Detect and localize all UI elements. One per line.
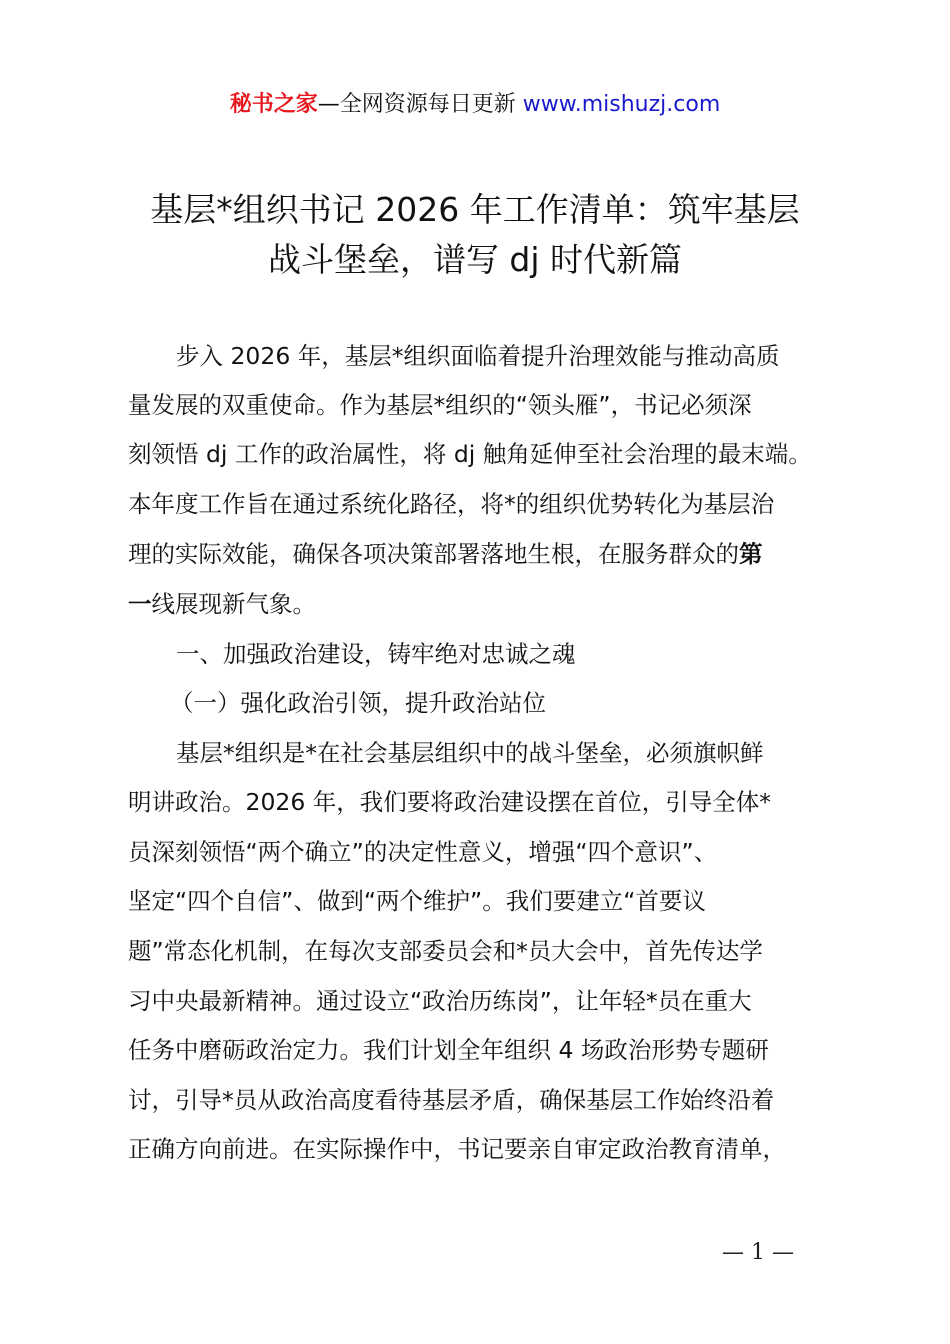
document-title-line-1: 基层*组织书记 2026 年工作清单：筑牢基层 (150, 190, 800, 229)
paragraph-line: 坚定“四个自信”、做到“两个维护”。我们要建立“首要议 (128, 887, 706, 915)
page-number: — 1 — (722, 1240, 794, 1265)
section-heading: 一、加强政治建设，铸牢绝对忠诚之魂 (176, 640, 576, 668)
paragraph-line: 步入 2026 年，基层*组织面临着提升治理效能与推动高质 (176, 342, 780, 370)
paragraph-text: 理的实际效能，确保各项决策部署落地生根，在服务群众的 (128, 540, 739, 568)
paragraph-line: 题”常态化机制，在每次支部委员会和*员大会中，首先传达学 (128, 937, 763, 965)
paragraph-line: 讨，引导*员从政治高度看待基层矛盾，确保基层工作始终沿着 (128, 1086, 775, 1114)
paragraph-line: 员深刻领悟“两个确立”的决定性意义，增强“四个意识”、 (128, 838, 718, 866)
paragraph-line: 明讲政治。2026 年，我们要将政治建设摆在首位，引导全体* (128, 788, 772, 816)
site-header (0, 88, 950, 122)
paragraph-line: 习中央最新精神。通过设立“政治历练岗”，让年轻*员在重大 (128, 987, 752, 1015)
paragraph-line: 基层*组织是*在社会基层组织中的战斗堡垒，必须旗帜鲜 (176, 739, 764, 767)
paragraph-line: 正确方向前进。在实际操作中，书记要亲自审定政治教育清单， (128, 1135, 786, 1163)
paragraph-line: 刻领悟 dj 工作的政治属性，将 dj 触角延伸至社会治理的最末端。 (128, 440, 812, 468)
header-slogan: —全网资源每日更新 (317, 92, 516, 117)
paragraph-text: 线展现新气象。 (151, 590, 316, 618)
paragraph-line: 任务中磨砺政治定力。我们计划全年组织 4 场政治形势专题研 (128, 1036, 769, 1064)
paragraph-line (128, 538, 763, 570)
paragraph-line (128, 588, 316, 620)
subsection-heading: （一）强化政治引领，提升政治站位 (170, 689, 546, 717)
document-title-line-2: 战斗堡垒，谱写 dj 时代新篇 (267, 240, 683, 279)
brand-name: 秘书之家 (229, 92, 318, 117)
bold-text: 第 (739, 540, 763, 568)
paragraph-line: 量发展的双重使命。作为基层*组织的“领头雁”，书记必须深 (128, 391, 752, 419)
bold-text: 一 (128, 590, 152, 618)
paragraph-line: 本年度工作旨在通过系统化路径，将*的组织优势转化为基层治 (128, 490, 775, 518)
site-url[interactable]: www.mishuzj.com (522, 92, 721, 117)
